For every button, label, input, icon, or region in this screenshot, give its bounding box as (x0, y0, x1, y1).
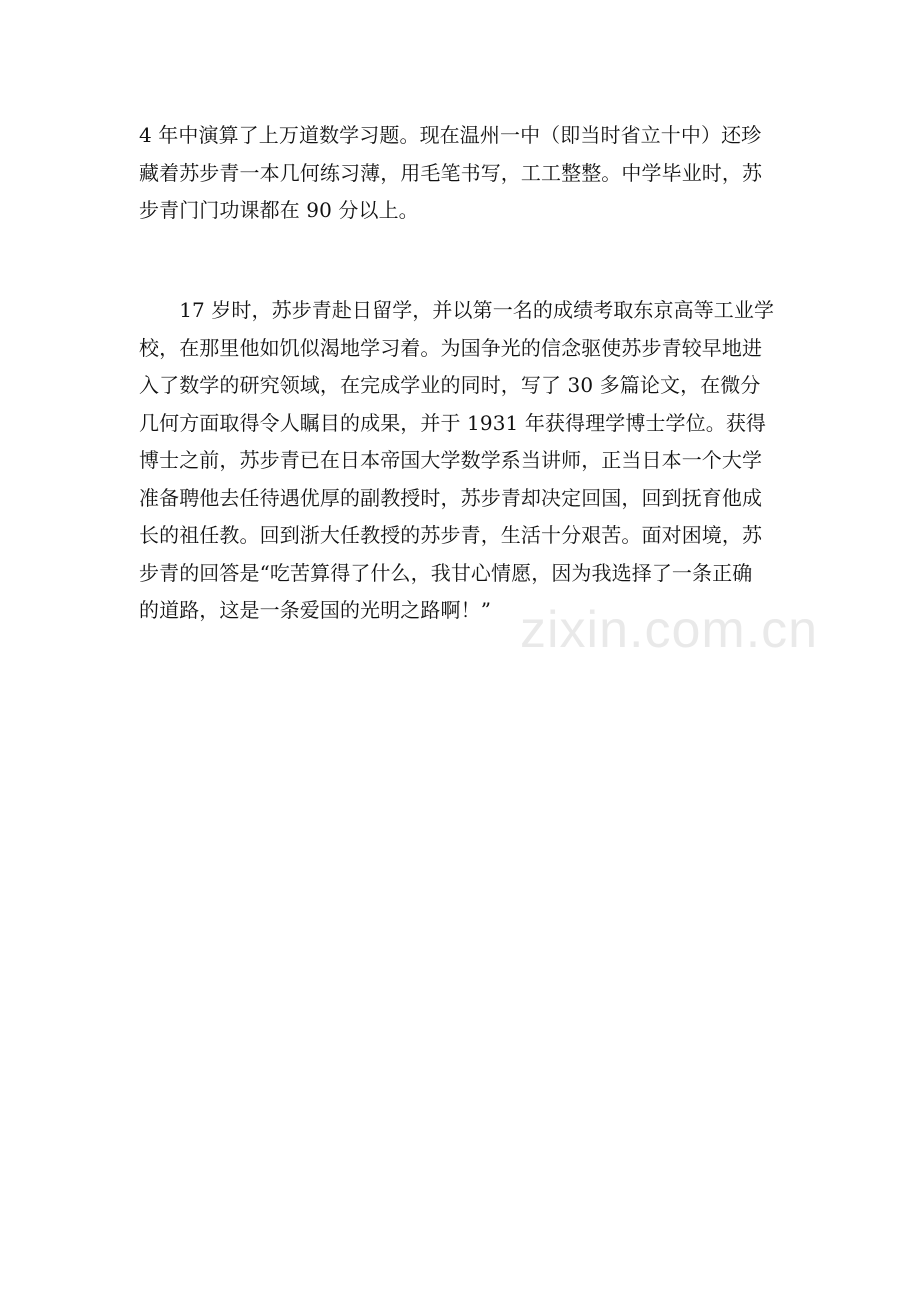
paragraph-line: 准备聘他去任待遇优厚的副教授时，苏步青却决定回国，回到抚育他成 (139, 485, 763, 510)
paragraph-line: 4 年中演算了上万道数学习题。现在温州一中（即当时省立十中）还珍 (139, 123, 762, 147)
paragraph-line: 入了数学的研究领域，在完成学业的同时，写了 30 多篇论文，在微分 (139, 373, 761, 397)
paragraph-line: 17 岁时，苏步青赴日留学，并以第一名的成绩考取东京高等工业学 (139, 298, 775, 322)
watermark-text: zixin.com.cn (520, 601, 819, 659)
paragraph-line: 校，在那里他如饥似渴地学习着。为国争光的信念驱使苏步青较早地进 (139, 335, 763, 360)
paragraph-line: 步青的回答是“吃苦算得了什么，我甘心情愿，因为我选择了一条正确 (139, 560, 753, 585)
paragraph-line: 长的祖任教。回到浙大任教授的苏步青，生活十分艰苦。面对困境，苏 (139, 523, 763, 547)
paragraph-2 (139, 292, 784, 630)
paragraph-line: 博士之前，苏步青已在日本帝国大学数学系当讲师，正当日本一个大学 (139, 448, 763, 472)
paragraph-line: 藏着苏步青一本几何练习薄，用毛笔书写，工工整整。中学毕业时，苏 (139, 160, 763, 185)
paragraph-line: 的道路，这是一条爱国的光明之路啊！” (139, 598, 492, 622)
paragraph-line: 步青门门功课都在 90 分以上。 (139, 198, 419, 222)
paragraph-line: 几何方面取得令人瞩目的成果，并于 1931 年获得理学博士学位。获得 (139, 410, 767, 435)
paragraph-1 (139, 117, 784, 230)
